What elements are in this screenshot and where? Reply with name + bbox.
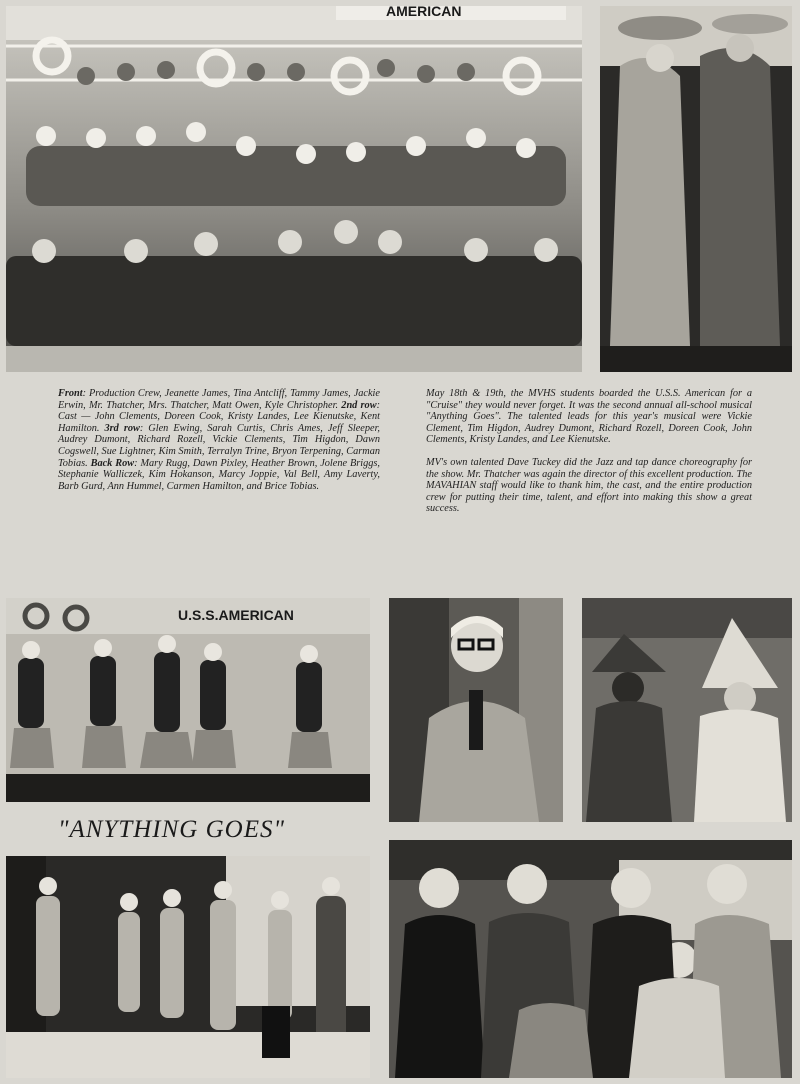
third-row-label: 3rd row xyxy=(104,422,140,434)
front-names: : Production Crew, Jeanette James, Tina Antcliff, Tammy James, Jackie Erwin, Mr. Thatcher, Mrs. Thatcher, Matt Owen, Kyle Christopher. xyxy=(58,388,380,411)
cast-group-photo xyxy=(6,6,582,372)
front-label: Front xyxy=(58,388,83,399)
story-paragraph-2: MV's own talented Dave Tuckey did the Jazz and tap dance choreography for the show. Mr. Thatcher was again the director of this excellent production. The MAVAHIAN staff would like to thank him, the cast, and the entire production crew for putting their time, talent, and effort into making this show a great success. xyxy=(426,456,752,515)
coolie-hat-photo xyxy=(582,598,792,822)
third-row-names: : Glen Ewing, Sarah Curtis, Chris Ames, Jeff Sleeper, Audrey Dumont, Richard Rozell, Vickie Clements, Tim Higdon, Dawn Cogswell, Sue Lightner, Kim Smith, Terralyn Trine, Bryon Terpening, Carman Tobias. xyxy=(58,422,381,469)
jazz-dance-photo xyxy=(6,856,370,1078)
stage-dance-photo xyxy=(6,598,370,802)
stage-banner-text: U.S.S.AMERICAN xyxy=(178,607,294,623)
back-row-label: Back Row xyxy=(90,457,135,469)
top-banner-text: AMERICAN xyxy=(386,6,462,19)
story-paragraph-1: May 18th & 19th, the MVHS students boarded the U.S.S. American for a "Cruise" they would never forget. It was the second annual all-school musical "Anything Goes". The talented leads for this year's musical were Vickie Clement, Tim Higdon, Audrey Dumont, Richard Rozell, Doreen Cook, John Clements, Kristy Landes, and Lee Kienutske. xyxy=(426,388,752,446)
costume-photo xyxy=(600,6,792,372)
lead-actor-photo xyxy=(389,598,563,822)
page-title: "ANYTHING GOES" xyxy=(58,816,285,843)
second-row-names: : Cast — John Clements, Doreen Cook, Kristy Landes, Lee Kienutske, Kent Hamilton. xyxy=(58,399,381,434)
cast-list-caption xyxy=(58,388,380,503)
cast-women-photo xyxy=(389,840,792,1078)
second-row-label: 2nd row xyxy=(341,399,377,411)
story-caption xyxy=(426,388,752,526)
back-row-names: : Mary Rugg, Dawn Pixley, Heather Brown, Jolene Briggs, Stephanie Walliczek, Kim Hokanson, Marcy Joppie, Val Bell, Amy Laverty, Barb Gurd, Ann Hummel, Carmen Hamilton, and Brice Tobias. xyxy=(58,457,380,492)
